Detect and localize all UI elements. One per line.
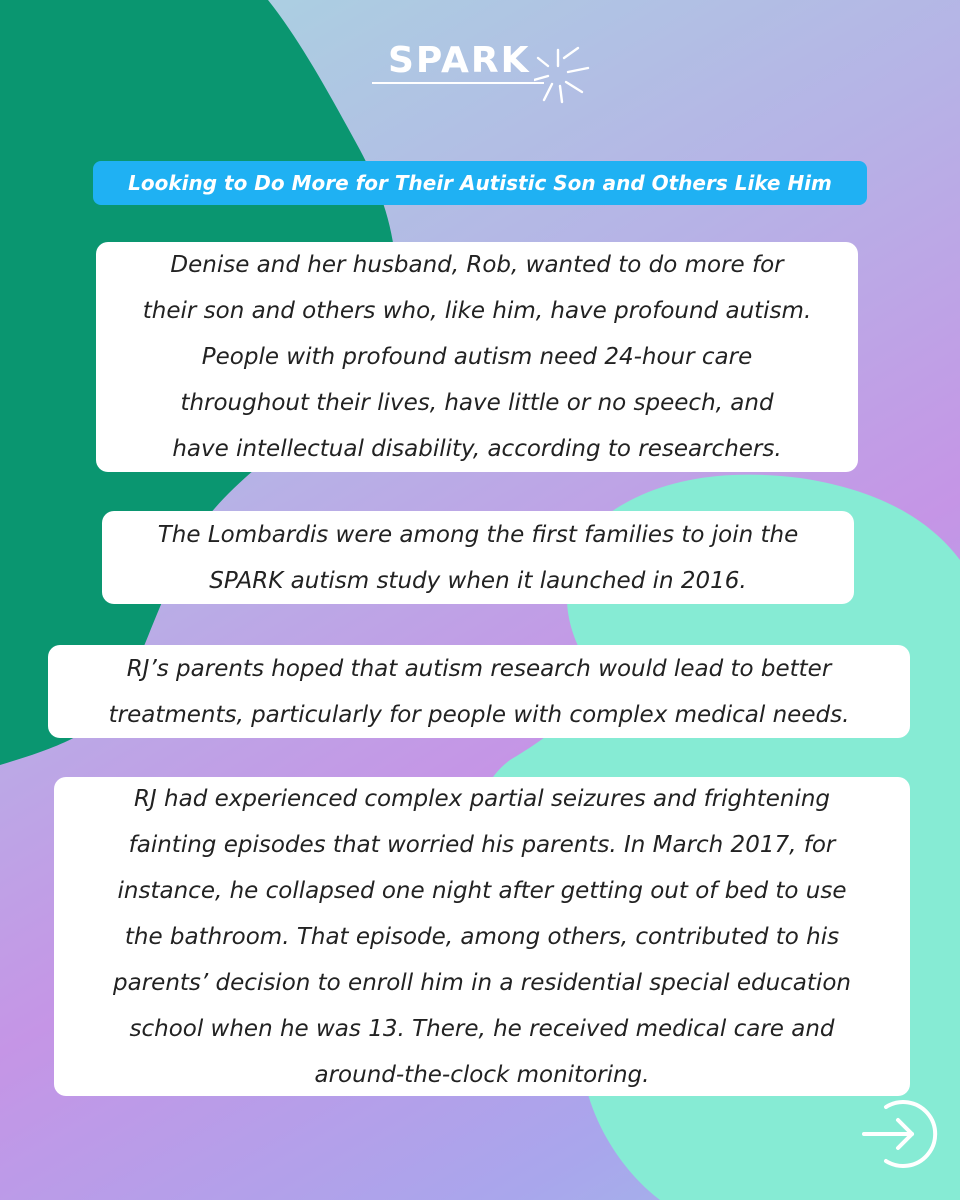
logo-underline <box>372 82 544 84</box>
headline-banner: Looking to Do More for Their Autistic Son and Others Like Him <box>93 161 867 205</box>
arrow-right-circle-icon[interactable] <box>860 1093 940 1175</box>
text-card-2 <box>102 511 854 604</box>
spark-logo <box>368 38 598 110</box>
paragraph-1: Denise and her husband, Rob, wanted to do more for their son and others who, like him, have profound autism. People with profound autism need 24-hour care throughout their lives, have little or no speech, and have intellectual disability, according to researchers. <box>142 252 812 462</box>
paragraph-3: RJ’s parents hoped that autism research would lead to better treatments, particularly for people with complex medical needs. <box>108 655 850 728</box>
text-card-1 <box>96 242 858 472</box>
logo-text: SPARK <box>388 40 531 81</box>
spark-burst-icon <box>534 44 594 106</box>
text-card-3 <box>48 645 910 738</box>
paragraph-2: The Lombardis were among the first families to join the SPARK autism study when it launched in 2016. <box>157 521 799 594</box>
paragraph-4: RJ had experienced complex partial seizures and frightening fainting episodes that worried his parents. In March 2017, for instance, he collapsed one night after getting out of bed to use the bathroom. That episode, among others, contributed to his parents’ decision to enroll him in a residential special education school when he was 13. There, he received medical care and around-the-clock monitoring. <box>113 785 851 1088</box>
text-card-4 <box>54 777 910 1096</box>
